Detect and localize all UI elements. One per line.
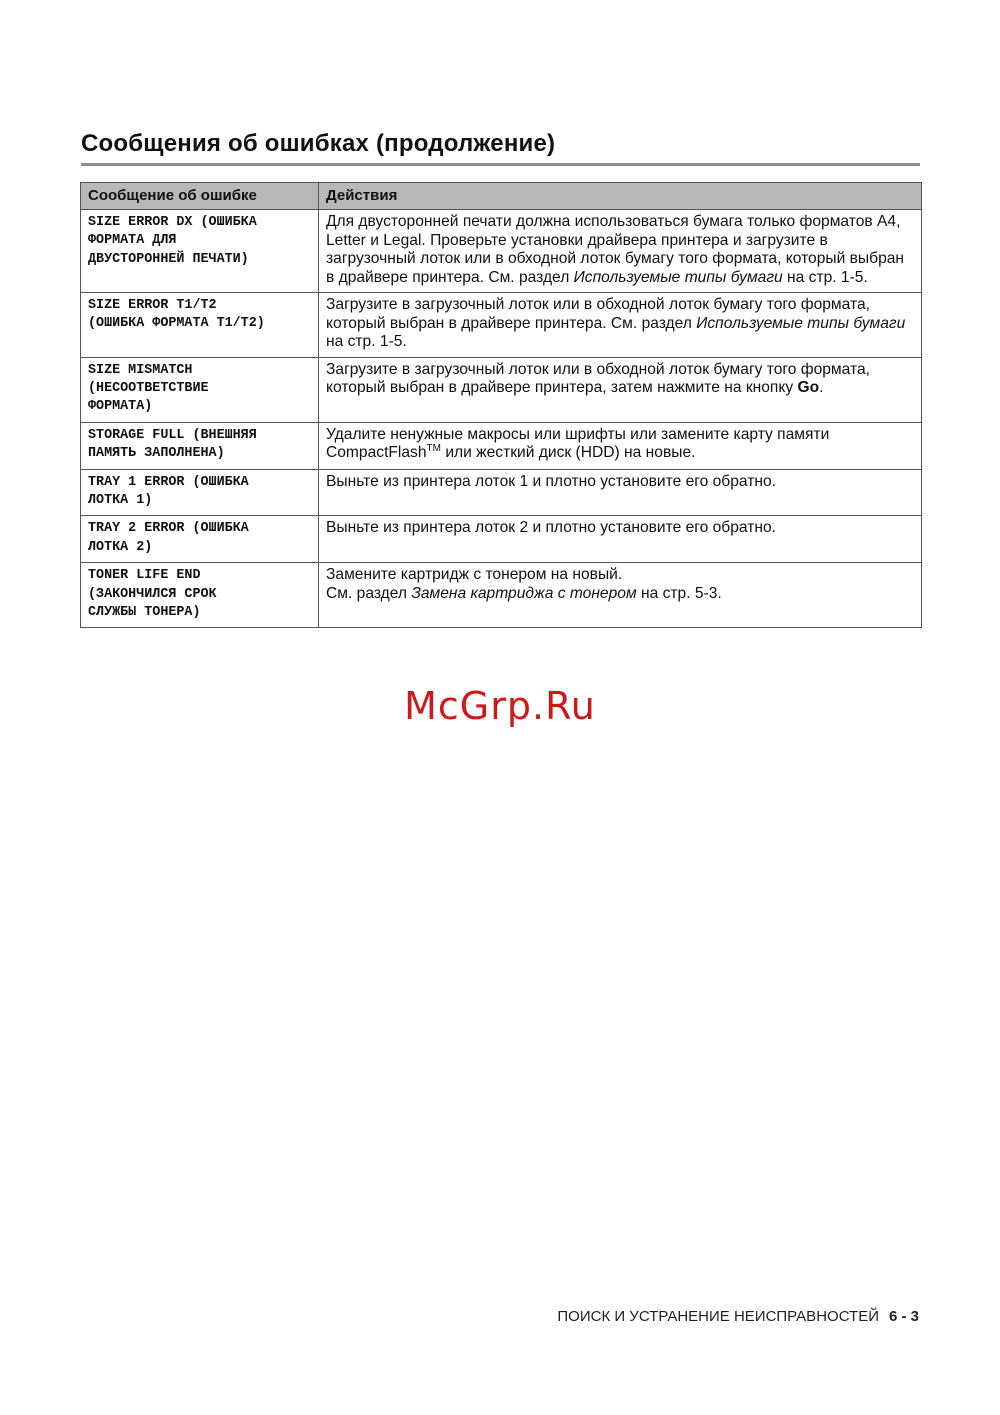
table-row [81,516,922,563]
action-text: на стр. 1-5. [326,333,407,350]
error-message-cell: TRAY 2 ERROR (ОШИБКА ЛОТКА 2) [81,516,319,563]
table-row [81,563,922,628]
action-text: или жесткий диск (HDD) на новые. [440,444,696,462]
action-cell [319,357,922,422]
error-message-cell: SIZE ERROR T1/T2 (ОШИБКА ФОРМАТА T1/T2) [81,293,319,358]
table-row [81,293,922,358]
action-cell [319,210,922,293]
action-text: Выньте из принтера лоток 1 и плотно установите его обратно. [326,472,776,490]
header-actions: Действия [319,183,922,210]
watermark: McGrp.Ru [404,684,596,728]
reference-link[interactable]: Замена картриджа с тонером [411,584,637,602]
action-cell [319,422,922,469]
title-rule [81,163,920,166]
table-row [81,210,922,293]
go-key-label: Go [797,379,820,396]
reference-link[interactable]: Используемые типы бумаги [573,268,783,286]
action-text: Удалите ненужные макросы или шрифты или замените карту памяти CompactFlash [326,425,830,462]
error-message-cell: SIZE MISMATCH (НЕСООТВЕТСТВИЕ ФОРМАТА) [81,357,319,422]
action-text: Замените картридж с тонером на новый. [326,566,623,584]
page-footer [557,1308,919,1325]
action-text: на стр. 5-3. [636,584,722,602]
error-message-cell: TRAY 1 ERROR (ОШИБКА ЛОТКА 1) [81,469,319,516]
action-text: См. раздел [326,584,412,602]
action-text: Загрузите в загрузочный лоток или в обходной лоток бумагу того формата, который выбран в драйвере принтера, затем нажмите на кнопку [326,360,870,396]
action-cell [319,516,922,563]
footer-section-title: ПОИСК И УСТРАНЕНИЕ НЕИСПРАВНОСТЕЙ [557,1308,879,1325]
action-text: Выньте из принтера лоток 2 и плотно установите его обратно. [326,519,776,537]
action-cell [319,469,922,516]
action-cell [319,563,922,628]
action-text: на стр. 1-5. [782,268,868,286]
error-message-cell: SIZE ERROR DX (ОШИБКА ФОРМАТА ДЛЯ ДВУСТОРОННЕЙ ПЕЧАТИ) [81,210,319,293]
table-header-row [81,183,922,210]
action-text: . [819,379,824,396]
table-row [81,469,922,516]
header-message: Сообщение об ошибке [81,183,319,210]
trademark-mark: TM [426,443,441,455]
page-title: Сообщения об ошибках (продолжение) [81,130,556,157]
table-row [81,357,922,422]
error-messages-table [80,182,922,628]
reference-link[interactable]: Используемые типы бумаги [696,314,906,332]
table-row [81,422,922,469]
page-number: 6 - 3 [888,1308,919,1325]
action-text: Загрузите в загрузочный лоток или в обходной лоток бумагу того формата, который выбран в драйвере принтера. См. раздел [326,296,870,332]
action-text: Для двусторонней печати должна использоваться бумага только форматов A4, Letter и Legal. Проверьте установки драйвера принтера и загрузите в загрузочный лоток или в обходной лоток бумагу того формата, который выбран в драйвере принтера. См. раздел [326,213,905,286]
action-cell [319,293,922,358]
error-message-cell: TONER LIFE END (ЗАКОНЧИЛСЯ СРОК СЛУЖБЫ ТОНЕРА) [81,563,319,628]
error-message-cell: STORAGE FULL (ВНЕШНЯЯ ПАМЯТЬ ЗАПОЛНЕНА) [81,422,319,469]
